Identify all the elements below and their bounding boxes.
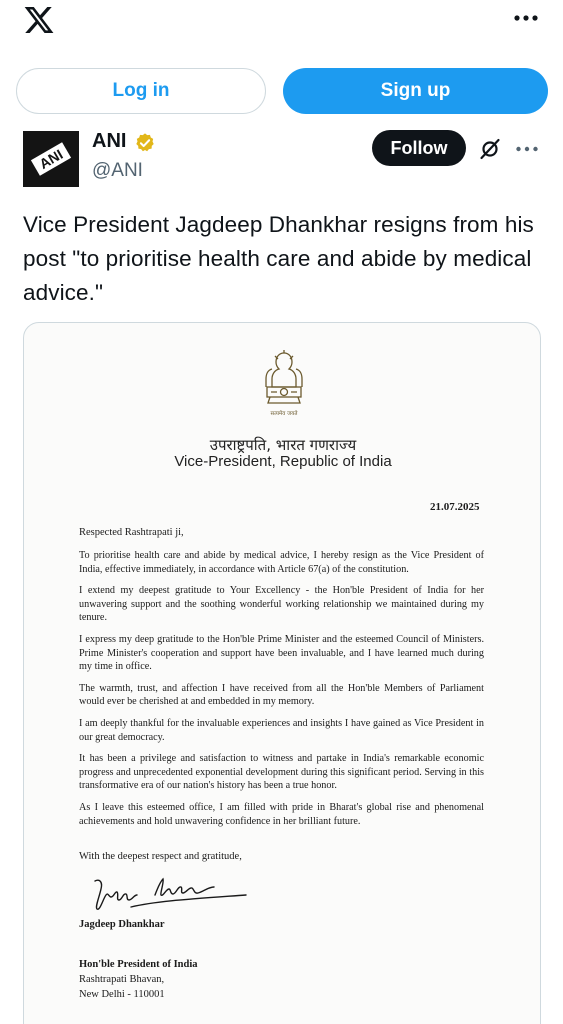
follow-button[interactable]: Follow <box>372 130 466 166</box>
letter-paragraph: To prioritise health care and abide by medical advice, I hereby resign as the Vice President of India, effective immediately, in accordance with Article 67(a) of the constitution. <box>79 550 484 575</box>
avatar[interactable] <box>23 131 79 187</box>
handwritten-signature <box>79 871 259 917</box>
recipient-line-1: Hon'ble President of India <box>79 959 198 970</box>
signup-button[interactable]: Sign up <box>283 68 548 114</box>
top-bar <box>0 0 563 48</box>
letter-body <box>79 549 484 836</box>
letter-paragraph: I extend my deepest gratitude to Your Excellency - the Hon'ble President of India for her unwavering support and the soothing wonderful working relationship we maintained during my tenure. <box>79 585 484 624</box>
resignation-letter <box>24 323 541 1024</box>
letter-paragraph: I am deeply thankful for the invaluable experiences and insights I have gained as Vice President in our great democracy. <box>79 717 484 743</box>
author-handle[interactable]: @ANI <box>92 160 143 181</box>
avatar-text: ANI <box>36 146 66 172</box>
letter-paragraph: It has been a privilege and satisfaction to witness and partake in India's remarkable economic progress and unprecedented exponential development during this significant period. Serving in this transformative era of our nation's history has been a true honor. <box>79 753 484 792</box>
login-button[interactable]: Log in <box>16 68 266 114</box>
grok-icon[interactable] <box>478 137 502 161</box>
tweet-media-image[interactable] <box>23 322 541 1024</box>
auth-buttons <box>16 68 548 114</box>
letter-date: 21.07.2025 <box>430 501 480 513</box>
author-name[interactable]: ANI <box>92 130 127 152</box>
national-emblem-icon <box>261 349 307 423</box>
more-horizontal-icon[interactable] <box>515 145 539 153</box>
letter-paragraph: As I leave this esteemed office, I am filled with pride in Bharat's global rise and phenomenal achievements and hold unwavering confidence in her brilliant future. <box>79 801 484 827</box>
more-horizontal-icon[interactable] <box>513 14 539 22</box>
letter-paragraph: The warmth, trust, and affection I have received from all the Hon'ble Members of Parliament would ever be cherished at and embedded in my memory. <box>79 682 484 708</box>
emblem-motto: सत्यमेव जयते <box>270 411 298 417</box>
ani-logo <box>23 131 79 187</box>
letter-signer: Jagdeep Dhankhar <box>79 919 165 930</box>
letterhead-english-title: Vice-President, Republic of India <box>174 453 392 470</box>
recipient-line-3: New Delhi - 110001 <box>79 989 165 1000</box>
x-logo-icon[interactable] <box>22 4 56 36</box>
letter-closing: With the deepest respect and gratitude, <box>79 851 242 862</box>
letter-salutation: Respected Rashtrapati ji, <box>79 527 184 538</box>
letter-paragraph: I express my deep gratitude to the Hon'ble Prime Minister and the esteemed Council of Ministers. Prime Minister's cooperation and support have been invaluable, and I have learned much during my time in office. <box>79 633 484 673</box>
verified-badge-icon <box>134 132 156 154</box>
letterhead-hindi-title: उपराष्ट्रपति, भारत गणराज्य <box>209 436 357 454</box>
recipient-line-2: Rashtrapati Bhavan, <box>79 974 165 985</box>
tweet-text: Vice President Jagdeep Dhankhar resigns from his post "to prioritise health care and abide by medical advice." <box>23 212 534 305</box>
